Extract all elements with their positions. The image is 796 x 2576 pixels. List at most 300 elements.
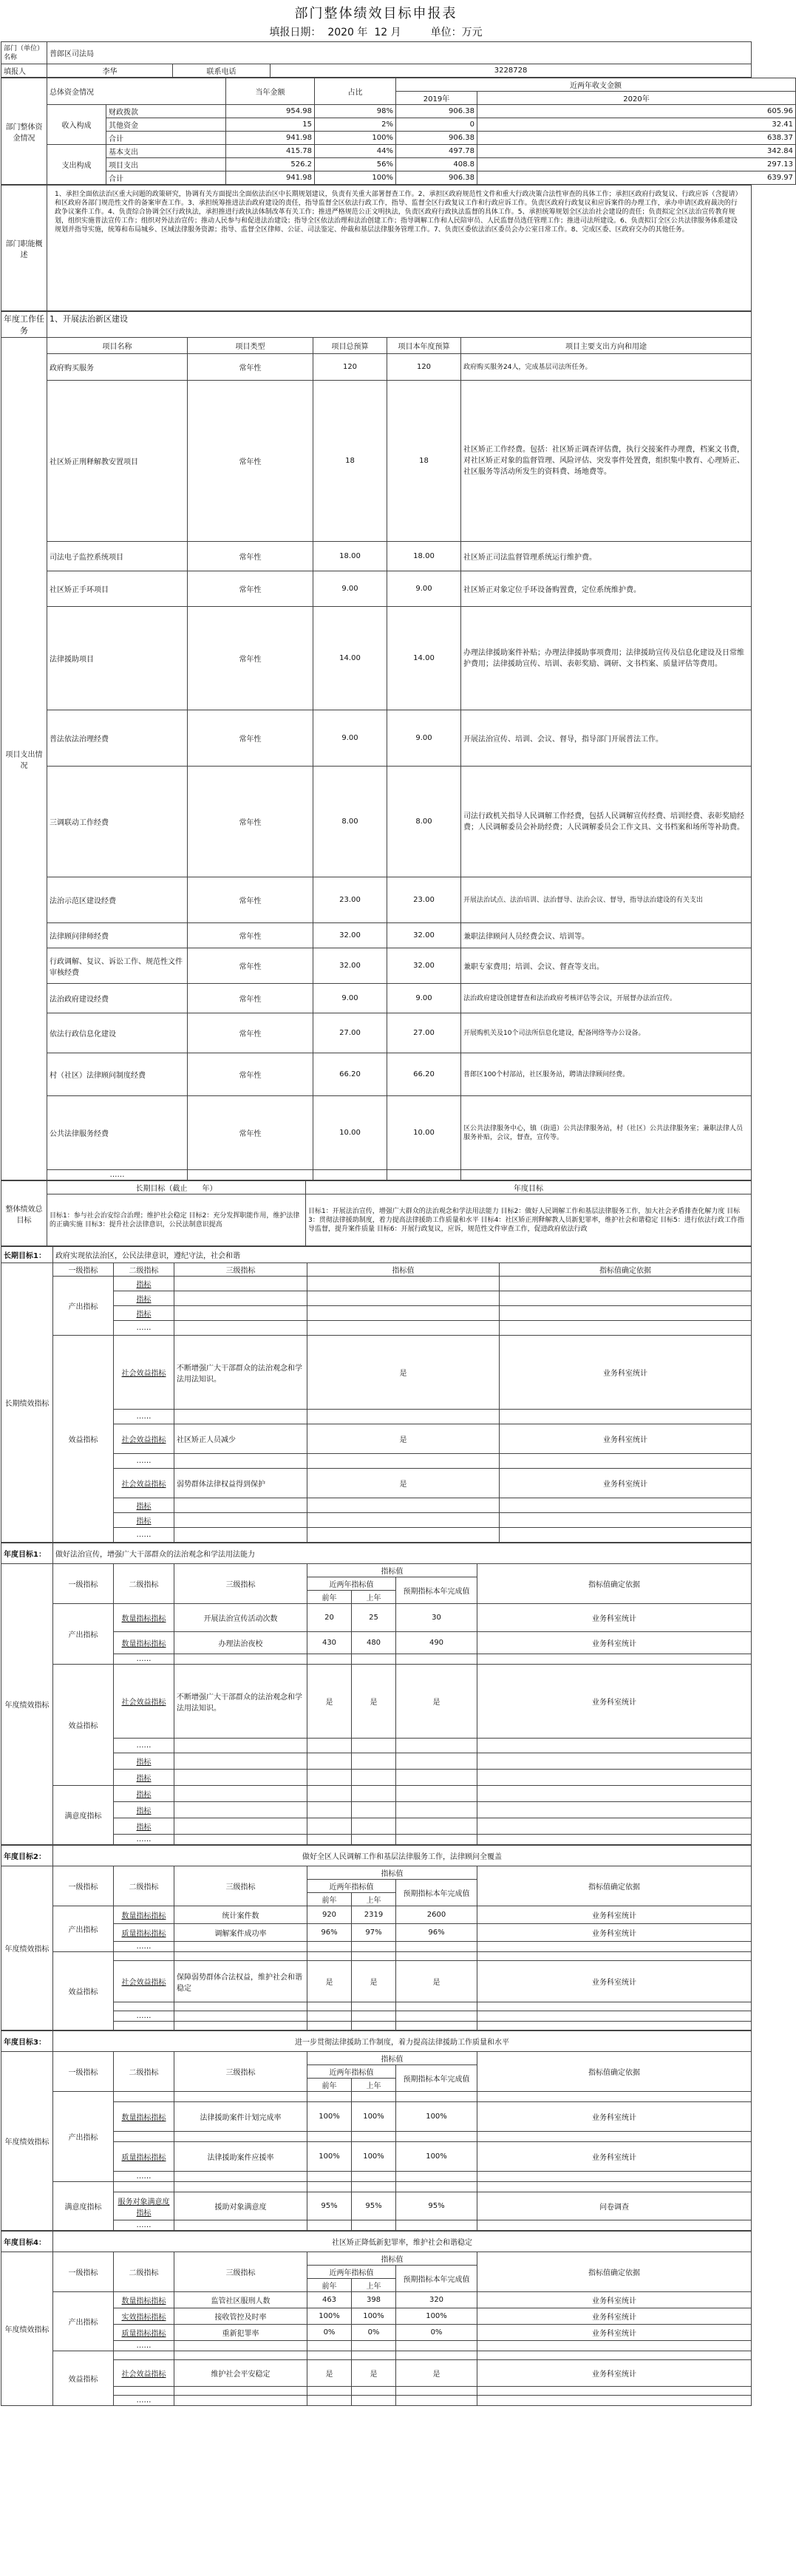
basis: 业务科室统计 — [477, 2102, 752, 2132]
col-basis: 指标值确定依据 — [477, 2052, 752, 2092]
sub-index: 指标 — [114, 1753, 174, 1770]
proj-label: 项目支出情况 — [1, 338, 47, 1180]
proj-year: 18.00 — [387, 542, 461, 571]
sub-ellipsis: …… — [114, 1739, 174, 1753]
overall-label: 总体资金情况 — [47, 78, 226, 105]
col-recent: 近两年指标值 — [307, 2266, 396, 2279]
sub-index: 指标 — [114, 1786, 174, 1802]
basis: 业务科室统计 — [477, 2308, 752, 2325]
proj-name: 社区矫正刑释解教安置项目 — [47, 381, 188, 542]
year-goal-2-table — [1, 1845, 752, 2030]
income-amount: 954.98 — [226, 105, 315, 118]
v-prev1: 25 — [352, 1604, 396, 1632]
col-basis: 指标值确定依据 — [477, 1866, 752, 1906]
output-label: 产出指标 — [53, 1906, 114, 1952]
proj-name: 公共法律服务经费 — [47, 1096, 188, 1170]
col-l1: 一级指标 — [53, 1866, 114, 1906]
col-l3: 三级指标 — [174, 2252, 307, 2292]
col-basis: 指标值确定依据 — [500, 1263, 752, 1277]
l2-index: 社会效益指标 — [114, 1961, 174, 2002]
proj-year: 9.00 — [387, 571, 461, 607]
satis-label: 满意度指标 — [53, 2182, 114, 2231]
col-l3: 三级指标 — [174, 1564, 307, 1604]
proj-name: 法律援助项目 — [47, 607, 188, 710]
v-prev1: 97% — [352, 1924, 396, 1942]
expense-amount: 941.98 — [226, 171, 315, 185]
sub-ellipsis: …… — [114, 1942, 174, 1952]
col-expected: 预期指标本年完成值 — [396, 2065, 477, 2092]
basis: 业务科室统计 — [500, 1336, 752, 1410]
duties-table — [1, 185, 752, 311]
long-goal-table — [1, 1246, 752, 1543]
l2-index: 质量指标指标 — [114, 1924, 174, 1942]
col-prev2: 前年 — [307, 2279, 352, 2292]
col-l1: 一级指标 — [53, 2252, 114, 2292]
v-prev2: 0% — [307, 2325, 352, 2341]
v-prev1: 是 — [352, 2360, 396, 2387]
v-prev2: 463 — [307, 2292, 352, 2308]
income-name: 财政拨款 — [106, 105, 226, 118]
v-expected: 320 — [396, 2292, 477, 2308]
proj-type: 常年性 — [188, 767, 313, 877]
proj-use: 办理法律援助案件补贴；办理法律援助事项费用；法律援助宣传及信息化建设及日常维护费用；法律援助宣传、培训、表彰奖励、调研、文书档案、质量评估等费用。 — [461, 607, 752, 710]
l2-index: 社会效益指标 — [114, 1665, 174, 1739]
ratio-header: 占比 — [315, 78, 396, 105]
sub-ellipsis: …… — [114, 1528, 174, 1543]
basis: 业务科室统计 — [477, 2325, 752, 2341]
l3-text: 不断增强广大干部群众的法治观念和学法用法知识。 — [174, 1336, 307, 1410]
proj-total: 32.00 — [313, 923, 387, 948]
income-2020: 32.41 — [477, 118, 796, 132]
col-prev2: 前年 — [307, 1591, 352, 1604]
col-val: 指标值 — [307, 2252, 477, 2266]
task-title: 1、开展法治新区建设 — [47, 312, 752, 338]
proj-type: 常年性 — [188, 542, 313, 571]
dept-table — [1, 41, 752, 78]
v-prev2: 100% — [307, 2308, 352, 2325]
income-label: 收入构成 — [47, 105, 106, 145]
proj-name: 法治示范区建设经费 — [47, 877, 188, 923]
y1-label: 年度目标1： — [1, 1543, 53, 1564]
col-basis: 指标值确定依据 — [477, 2252, 752, 2292]
col-expected: 预期指标本年完成值 — [396, 1577, 477, 1604]
v-expected: 490 — [396, 1632, 477, 1654]
col-l1: 一级指标 — [53, 1564, 114, 1604]
proj-name: 政府购买服务 — [47, 354, 188, 381]
col-recent: 近两年指标值 — [307, 2065, 396, 2079]
col-val: 指标值 — [307, 1263, 500, 1277]
y3-side: 年度绩效指标 — [1, 2052, 53, 2231]
col-l3: 三级指标 — [174, 1263, 307, 1277]
col-recent: 近两年指标值 — [307, 1880, 396, 1893]
proj-name: 法律顾问律师经费 — [47, 923, 188, 948]
expense-name: 基本支出 — [106, 145, 226, 158]
sub-ellipsis: …… — [114, 1321, 174, 1336]
expense-amount: 415.78 — [226, 145, 315, 158]
proj-name: 行政调解、复议、诉讼工作、规范性文件审核经费 — [47, 948, 188, 984]
y2019-header: 2019年 — [396, 92, 477, 105]
proj-total: 9.00 — [313, 984, 387, 1013]
proj-year: 9.00 — [387, 710, 461, 767]
dept-name: 普郎区司法局 — [47, 42, 752, 64]
col-l2: 二级指标 — [114, 1866, 174, 1906]
proj-use: 兼职法律顾问人员经费会议、培训等。 — [461, 923, 752, 948]
proj-year: 9.00 — [387, 984, 461, 1013]
expense-2019: 906.38 — [396, 171, 477, 185]
effect-label: 效益指标 — [53, 1665, 114, 1786]
proj-type: 常年性 — [188, 984, 313, 1013]
dept-name-label: 部门（单位）名称 — [1, 42, 47, 64]
v-prev2: 是 — [307, 1665, 352, 1739]
proj-name: 法治政府建设经费 — [47, 984, 188, 1013]
proj-total: 9.00 — [313, 710, 387, 767]
l2-index: 数量指标指标 — [114, 2292, 174, 2308]
sub-ellipsis: …… — [114, 2341, 174, 2351]
col-expected: 预期指标本年完成值 — [396, 1880, 477, 1906]
col-l2: 二级指标 — [114, 2252, 174, 2292]
proj-name: 普法依法治理经费 — [47, 710, 188, 767]
sub-index: 指标 — [114, 1291, 174, 1306]
l3-text: 法律援助案件应援率 — [174, 2142, 307, 2172]
proj-use: 普郎区100个村部站，社区服务站，聘请法律顾问经费。 — [461, 1053, 752, 1096]
basis: 业务科室统计 — [477, 2292, 752, 2308]
basis: 业务科室统计 — [500, 1424, 752, 1454]
proj-use: 开展法治宣传、培训、会议、督导，指导部门开展普法工作。 — [461, 710, 752, 767]
v-prev1: 是 — [352, 1961, 396, 2002]
col-expected: 预期指标本年完成值 — [396, 2266, 477, 2292]
y3-label: 年度目标3： — [1, 2031, 53, 2052]
proj-total: 10.00 — [313, 1096, 387, 1170]
proj-type: 常年性 — [188, 923, 313, 948]
effect-label: 效益指标 — [53, 1952, 114, 2030]
proj-total: 18.00 — [313, 542, 387, 571]
col-prev1: 上年 — [352, 1591, 396, 1604]
col-val: 指标值 — [307, 2052, 477, 2065]
v-prev1: 480 — [352, 1632, 396, 1654]
sub-index: 指标 — [114, 1277, 174, 1291]
l2-index: 质量指标指标 — [114, 2142, 174, 2172]
y4-title: 社区矫正降低新犯罪率，维护社会和谐稳定 — [53, 2232, 752, 2252]
basis: 业务科室统计 — [477, 2360, 752, 2387]
l2-index: 数量指标指标 — [114, 1632, 174, 1654]
year-goal-3-table — [1, 2030, 752, 2231]
long-side-label: 长期绩效指标 — [1, 1263, 53, 1543]
val: 是 — [307, 1424, 500, 1454]
basis: 业务科室统计 — [477, 1665, 752, 1739]
filler-label: 填报人 — [1, 64, 47, 78]
v-prev2: 是 — [307, 1961, 352, 2002]
proj-total: 66.20 — [313, 1053, 387, 1096]
proj-name: 司法电子监控系统项目 — [47, 542, 188, 571]
year-goal-header: 年度目标 — [306, 1181, 752, 1194]
goals-label: 整体绩效总目标 — [1, 1181, 47, 1246]
y2-title: 做好全区人民调解工作和基层法律服务工作，法律顾问全覆盖 — [53, 1846, 752, 1866]
proj-name: 依法行政信息化建设 — [47, 1013, 188, 1053]
basis: 业务科室统计 — [477, 1604, 752, 1632]
l3-text: 社区矫正人员减少 — [174, 1424, 307, 1454]
proj-use: 司法行政机关指导人民调解工作经费，包括人民调解宣传经费、培训经费、表彰奖励经费；人民调解委员会补助经费；人民调解委员会工作文具、文书档案和场所等补助费。 — [461, 767, 752, 877]
proj-type: 常年性 — [188, 354, 313, 381]
income-ratio: 100% — [315, 132, 396, 145]
output-label: 产出指标 — [53, 2292, 114, 2351]
fill-date: 填报日期： 2020 年 12 月 — [269, 27, 401, 38]
sub-index: 指标 — [114, 1818, 174, 1835]
sub-index: 指标 — [114, 1306, 174, 1321]
income-amount: 15 — [226, 118, 315, 132]
col-proj-type: 项目类型 — [188, 338, 313, 354]
effect-label: 效益指标 — [53, 2351, 114, 2406]
proj-type: 常年性 — [188, 1053, 313, 1096]
year-goal-1-table — [1, 1543, 752, 1845]
v-prev1: 398 — [352, 2292, 396, 2308]
funds-section-label: 部门整体资金情况 — [1, 78, 47, 185]
proj-use: 开展购机关及10个司法所信息化建设，配备网络等办公设备。 — [461, 1013, 752, 1053]
income-name: 合计 — [106, 132, 226, 145]
proj-use: 社区矫正司法监督管理系统运行维护费。 — [461, 542, 752, 571]
col-prev1: 上年 — [352, 1893, 396, 1906]
v-prev2: 100% — [307, 2102, 352, 2132]
sub-ellipsis: …… — [114, 1835, 174, 1845]
expense-ratio: 56% — [315, 158, 396, 171]
v-expected: 是 — [396, 1665, 477, 1739]
proj-type: 常年性 — [188, 877, 313, 923]
proj-use: 兼职专家费用；培训、会议、督查等支出。 — [461, 948, 752, 984]
income-name: 其他资金 — [106, 118, 226, 132]
val: 是 — [307, 1469, 500, 1498]
v-expected: 是 — [396, 1961, 477, 2002]
v-prev2: 20 — [307, 1604, 352, 1632]
col-recent: 近两年指标值 — [307, 1577, 396, 1591]
sub-ellipsis: …… — [114, 2011, 174, 2022]
val: 是 — [307, 1336, 500, 1410]
duties-text: 1、承担全面依法治区重大问题的政策研究，协调有关方面提出全面依法治区中长期规划建议，负责有关重大部署督查工作。2、承担区政府规范性文件和重大行政决策合法性审查的具体工作；承担区政府行政复议、行政应诉（含提请）和区政府各部门规范性文件的备案审查工作。3、承担统筹推进法治政府建设的责任，指导监督全区依法行政工作，指导、监督全区行政复议工作和行政应诉工作。负责区政府行政复议和应诉案件的办理工作，承办申请区政府裁决的行政争议案件工作。4、负责综合协调全区行政执法，承担推进行政执法体制改革有关工作；推进严格规范公正文明执法，负责区政府行政执法监督的具体工作。5、承担统筹规划全区法治社会建设的责任；负责拟定全区法治宣传教育规划，组织实施普法宣传工作；组织对外法治宣传；推动人民参与和促进法治建设；指导全区依法治理和法治创建工作；指导调解工作和人民陪审员、人民监督员选任管理工作；推进司法所建设。6、负责拟订全区公共法律服务体系建设规划并指导实施，统筹和布局城乡、区域法律服务资源；指导、监督全区律师、公证、司法鉴定、仲裁和基层法律服务管理工作。7、负责区委依法治区委员会办公室日常工作。8、完成区委、区政府交办的其他任务。 — [47, 186, 752, 311]
sub-index: 指标 — [114, 1770, 174, 1786]
l3-text: 调解案件成功率 — [174, 1924, 307, 1942]
y4-label: 年度目标4： — [1, 2232, 53, 2252]
proj-total: 8.00 — [313, 767, 387, 877]
long-goal-header: 长期目标（截止 年） — [47, 1181, 306, 1194]
sub-ellipsis: …… — [114, 1654, 174, 1665]
col-l1: 一级指标 — [53, 1263, 114, 1277]
proj-year: 32.00 — [387, 923, 461, 948]
v-expected: 2600 — [396, 1906, 477, 1924]
proj-type: 常年性 — [188, 948, 313, 984]
col-prev1: 上年 — [352, 2279, 396, 2292]
income-2019: 906.38 — [396, 105, 477, 118]
col-prev2: 前年 — [307, 2079, 352, 2092]
proj-type: 常年性 — [188, 381, 313, 542]
proj-type: 常年性 — [188, 1013, 313, 1053]
long-goal-label: 长期目标1： — [1, 1247, 53, 1263]
v-prev2: 95% — [307, 2192, 352, 2220]
income-2020: 638.37 — [477, 132, 796, 145]
col-l3: 三级指标 — [174, 1866, 307, 1906]
duties-label: 部门职能概述 — [1, 186, 47, 311]
expense-2019: 497.78 — [396, 145, 477, 158]
annual-table — [1, 311, 752, 1180]
v-expected: 100% — [396, 2142, 477, 2172]
satis-label: 满意度指标 — [53, 1786, 114, 1845]
proj-type: 常年性 — [188, 710, 313, 767]
v-prev1: 100% — [352, 2142, 396, 2172]
long-goal-text: 目标1：参与社会治安综合治理；维护社会稳定 目标2：充分发挥职能作用，维护法律的正确实施 目标3：提升社会法律意识，公民法制意识提高 — [47, 1194, 306, 1246]
proj-use: 社区矫正对象定位手环设备购置费，定位系统维护费。 — [461, 571, 752, 607]
basis: 业务科室统计 — [477, 1632, 752, 1654]
l3-text: 开展法治宣传活动次数 — [174, 1604, 307, 1632]
expense-2020: 639.97 — [477, 171, 796, 185]
proj-use: 社区矫正工作经费。包括：社区矫正调查评估费，执行交接案件办理费，档案文书费，对社区矫正对象的监督管理、风险评估、突发事件处置费，组织集中教育、心理矫正、社区服务等活动所发生的资料费、场地费等。 — [461, 381, 752, 542]
proj-use: 法治政府建设创建督查和法治政府考核评估等会议，开展督办法治宣传。 — [461, 984, 752, 1013]
y2-label: 年度目标2： — [1, 1846, 53, 1866]
v-prev2: 96% — [307, 1924, 352, 1942]
v-prev1: 0% — [352, 2325, 396, 2341]
v-prev1: 100% — [352, 2308, 396, 2325]
sub-ellipsis: …… — [114, 2220, 174, 2231]
current-amount-header: 当年金额 — [226, 78, 315, 105]
expense-2020: 342.84 — [477, 145, 796, 158]
proj-year: 120 — [387, 354, 461, 381]
proj-use: 开展法治试点、法治培训、法治督导、法治会议、督导，指导法治建设的有关支出 — [461, 877, 752, 923]
proj-total: 14.00 — [313, 607, 387, 710]
income-ratio: 98% — [315, 105, 396, 118]
v-expected: 0% — [396, 2325, 477, 2341]
col-l2: 二级指标 — [114, 1564, 174, 1604]
l3-text: 法律援助案件计划完成率 — [174, 2102, 307, 2132]
l3-text: 援助对象满意度 — [174, 2192, 307, 2220]
page-title: 部门整体绩效目标申报表 — [294, 6, 457, 21]
income-ratio: 2% — [315, 118, 396, 132]
col-val: 指标值 — [307, 1866, 477, 1880]
expense-name: 项目支出 — [106, 158, 226, 171]
col-basis: 指标值确定依据 — [477, 1564, 752, 1604]
output-label: 产出指标 — [53, 1277, 114, 1336]
proj-total: 23.00 — [313, 877, 387, 923]
l2-index: 质量指标指标 — [114, 2325, 174, 2341]
col-l3: 三级指标 — [174, 2052, 307, 2092]
v-expected: 100% — [396, 2102, 477, 2132]
col-l1: 一级指标 — [53, 2052, 114, 2092]
proj-use: 政府购买服务24人，完成基层司法所任务。 — [461, 354, 752, 381]
goals-table — [1, 1180, 752, 1246]
proj-total: 27.00 — [313, 1013, 387, 1053]
basis: 问卷调查 — [477, 2192, 752, 2220]
v-expected: 100% — [396, 2308, 477, 2325]
l3-text: 重新犯罪率 — [174, 2325, 307, 2341]
output-label: 产出指标 — [53, 2092, 114, 2182]
col-prev1: 上年 — [352, 2079, 396, 2092]
annual-section-label: 年度工作任务 — [1, 312, 47, 338]
v-prev1: 100% — [352, 2102, 396, 2132]
col-prev2: 前年 — [307, 1893, 352, 1906]
col-proj-total: 项目总预算 — [313, 338, 387, 354]
phone-label: 联系电话 — [173, 64, 271, 78]
v-prev1: 95% — [352, 2192, 396, 2220]
funds-table — [1, 78, 796, 185]
v-prev2: 920 — [307, 1906, 352, 1924]
proj-ellipsis: …… — [47, 1170, 188, 1180]
proj-use: 区公共法律服务中心，镇（街道）公共法律服务站，村（社区）公共法律服务室；兼职法律人员服务补贴，会议，督查，宣传等。 — [461, 1096, 752, 1170]
l3-text: 接收管控及时率 — [174, 2308, 307, 2325]
effect-label: 效益指标 — [53, 1336, 114, 1543]
expense-2019: 408.8 — [396, 158, 477, 171]
basis: 业务科室统计 — [500, 1469, 752, 1498]
l3-text: 办理法治夜校 — [174, 1632, 307, 1654]
unit-label: 单位：万元 — [430, 27, 483, 38]
v-prev2: 100% — [307, 2142, 352, 2172]
v-prev1: 2319 — [352, 1906, 396, 1924]
expense-ratio: 100% — [315, 171, 396, 185]
l2-index: 数量指标指标 — [114, 1906, 174, 1924]
col-val: 指标值 — [307, 1564, 477, 1577]
v-prev2: 430 — [307, 1632, 352, 1654]
social-index: 社会效益指标 — [114, 1336, 174, 1410]
sub-index: 指标 — [114, 1802, 174, 1818]
col-proj-use: 项目主要支出方向和用途 — [461, 338, 752, 354]
y3-title: 进一步贯彻法律援助工作制度，着力提高法律援助工作质量和水平 — [53, 2031, 752, 2052]
col-proj-year: 项目本年度预算 — [387, 338, 461, 354]
sub-index: 指标 — [114, 1513, 174, 1528]
l2-index: 数量指标指标 — [114, 1604, 174, 1632]
l3-text: 统计案件数 — [174, 1906, 307, 1924]
proj-year: 27.00 — [387, 1013, 461, 1053]
l3-text: 不断增强广大干部群众的法治观念和学法用法知识。 — [174, 1665, 307, 1739]
proj-total: 120 — [313, 354, 387, 381]
sub-ellipsis: …… — [114, 2172, 174, 2182]
basis: 业务科室统计 — [477, 1961, 752, 2002]
proj-name: 村（社区）法律顾问制度经费 — [47, 1053, 188, 1096]
y1-title: 做好法治宣传，增强广大干部群众的法治观念和学法用法能力 — [53, 1543, 752, 1564]
filler: 李华 — [47, 64, 173, 78]
v-expected: 96% — [396, 1924, 477, 1942]
l2-index: 实效指标指标 — [114, 2308, 174, 2325]
expense-amount: 526.2 — [226, 158, 315, 171]
proj-year: 8.00 — [387, 767, 461, 877]
phone: 3228728 — [271, 64, 752, 78]
l2-index: 社会效益指标 — [114, 2360, 174, 2387]
l3-text: 维护社会平安稳定 — [174, 2360, 307, 2387]
v-prev2: 是 — [307, 2360, 352, 2387]
v-prev1: 是 — [352, 1665, 396, 1739]
expense-2020: 297.13 — [477, 158, 796, 171]
proj-type: 常年性 — [188, 607, 313, 710]
proj-total: 9.00 — [313, 571, 387, 607]
output-label: 产出指标 — [53, 1604, 114, 1665]
proj-year: 10.00 — [387, 1096, 461, 1170]
form-header — [0, 22, 752, 41]
proj-total: 32.00 — [313, 948, 387, 984]
l2-index: 服务对象满意度指标 — [114, 2192, 174, 2220]
proj-type: 常年性 — [188, 571, 313, 607]
recent-two-header: 近两年收支金额 — [396, 78, 796, 92]
l3-text: 监管社区服刑人数 — [174, 2292, 307, 2308]
income-2020: 605.96 — [477, 105, 796, 118]
sub-ellipsis: …… — [114, 1410, 174, 1424]
expense-name: 合计 — [106, 171, 226, 185]
proj-year: 32.00 — [387, 948, 461, 984]
year-goal-text: 目标1：开展法治宣传，增强广大群众的法治观念和学法用法能力 目标2：做好人民调解工作和基层法律服务工作，加大社会矛盾排查化解力度 目标3：贯彻法律援助制度，着力提高法律援助工作质量和水平 目标4：社区矫正刑释解教人员新犯罪率，维护社会和谐稳定 目标5：进行依法行政工作指导监督，提升案件质量 目标6：开展行政复议，应诉，规范性文件审查工作，促进政府依法行政 — [306, 1194, 752, 1246]
proj-total: 18 — [313, 381, 387, 542]
income-2019: 906.38 — [396, 132, 477, 145]
v-expected: 30 — [396, 1604, 477, 1632]
sub-index: 指标 — [114, 1498, 174, 1513]
proj-name: 三调联动工作经费 — [47, 767, 188, 877]
v-expected: 是 — [396, 2360, 477, 2387]
proj-name: 社区矫正手环项目 — [47, 571, 188, 607]
income-2019: 0 — [396, 118, 477, 132]
v-expected: 95% — [396, 2192, 477, 2220]
basis: 业务科室统计 — [477, 2142, 752, 2172]
proj-year: 14.00 — [387, 607, 461, 710]
